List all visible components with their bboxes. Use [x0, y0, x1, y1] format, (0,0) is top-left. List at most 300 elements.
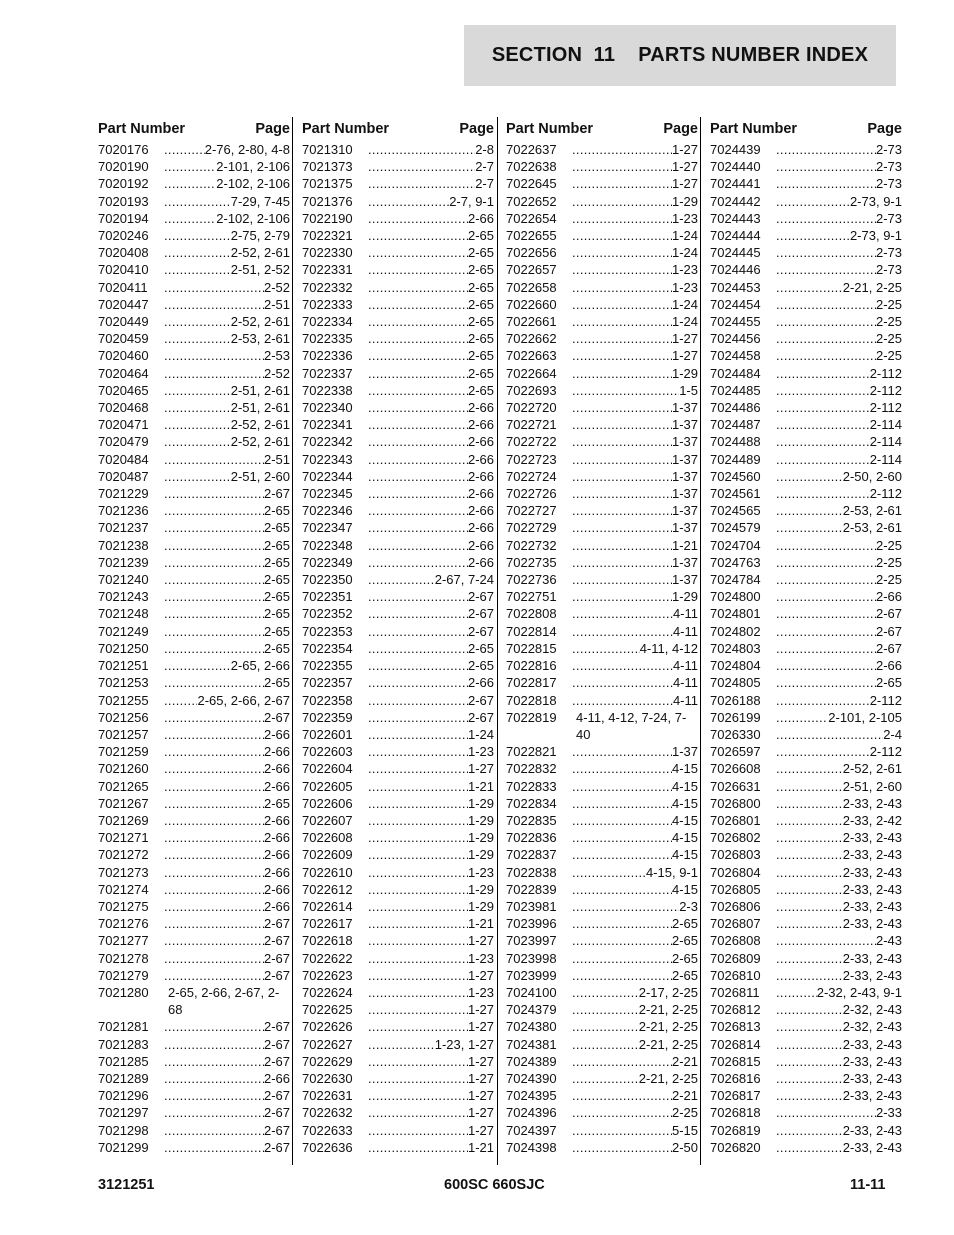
part-number: 7024805	[710, 675, 761, 691]
page-reference: 2-65	[467, 262, 494, 278]
index-row	[302, 1018, 494, 1035]
part-number: 7026815	[710, 1053, 761, 1069]
leader-dots	[776, 330, 876, 347]
index-row	[302, 709, 494, 726]
page-reference: 2-53	[263, 348, 290, 364]
part-number: 7026330	[710, 726, 761, 742]
part-number: 7022631	[302, 1088, 353, 1104]
index-row	[98, 330, 290, 347]
index-row	[506, 829, 698, 846]
leader-dots	[572, 433, 672, 450]
page-reference: 2-67	[467, 589, 494, 605]
page-reference: 2-65	[467, 348, 494, 364]
page-reference-cell	[368, 932, 494, 949]
page-reference-cell	[572, 692, 698, 709]
index-row	[506, 468, 698, 485]
part-number: 7022624	[302, 984, 353, 1000]
leader-dots	[164, 261, 231, 278]
page-reference: 2-66	[263, 864, 290, 880]
part-number: 7021256	[98, 709, 149, 725]
column-header	[710, 117, 902, 141]
index-row	[302, 1070, 494, 1087]
page-reference: 2-65	[263, 554, 290, 570]
page-reference-cell	[776, 812, 902, 829]
page-reference: 2-101, 2-105	[828, 709, 902, 725]
leader-dots	[572, 571, 672, 588]
page-reference-cell	[776, 416, 902, 433]
leader-dots	[164, 726, 264, 743]
index-row	[98, 1139, 290, 1156]
part-number: 7022839	[506, 881, 557, 897]
page-reference-cell	[572, 158, 698, 175]
leader-dots	[368, 623, 468, 640]
page-reference: 2-66	[875, 589, 902, 605]
page-reference: 2-67	[263, 1036, 290, 1052]
index-row	[302, 227, 494, 244]
index-row	[506, 1122, 698, 1139]
leader-dots	[164, 657, 231, 674]
index-row	[98, 485, 290, 502]
leader-dots	[776, 881, 843, 898]
part-number: 7020460	[98, 348, 149, 364]
page-reference-cell	[572, 1122, 698, 1139]
leader-dots	[572, 261, 672, 278]
index-row	[506, 227, 698, 244]
index-row	[302, 674, 494, 691]
part-number: 7024489	[710, 451, 761, 467]
part-number: 7020410	[98, 262, 149, 278]
index-row	[506, 175, 698, 192]
column-divider	[292, 117, 293, 1165]
index-row	[506, 950, 698, 967]
leader-dots	[164, 743, 264, 760]
part-number: 7022663	[506, 348, 557, 364]
page-reference: 2-73	[875, 262, 902, 278]
index-row	[302, 640, 494, 657]
page-reference-cell	[776, 760, 902, 777]
leader-dots	[164, 519, 264, 536]
section-title: SECTION 11 PARTS NUMBER INDEX	[491, 44, 869, 66]
part-number: 7023998	[506, 950, 557, 966]
page-reference: 4-11	[672, 675, 698, 691]
index-row	[302, 760, 494, 777]
part-number: 7021375	[302, 176, 353, 192]
page-reference-cell	[164, 1122, 290, 1139]
leader-dots	[572, 313, 672, 330]
part-number: 7024441	[710, 176, 761, 192]
index-row	[302, 881, 494, 898]
part-number: 7021249	[98, 623, 149, 639]
page-reference: 2-25	[875, 296, 902, 312]
page-reference-cell	[776, 175, 902, 192]
part-number: 7022608	[302, 830, 353, 846]
leader-dots	[572, 296, 672, 313]
index-row	[302, 571, 494, 588]
index-column-1	[98, 117, 290, 1156]
leader-dots	[572, 365, 672, 382]
leader-dots	[164, 1087, 264, 1104]
page-reference: 1-21	[671, 537, 698, 553]
page-reference-cell	[164, 468, 290, 485]
index-row	[506, 537, 698, 554]
page-reference-cell	[572, 984, 698, 1001]
page-reference-cell	[776, 193, 902, 210]
part-number: 7022736	[506, 572, 557, 588]
leader-dots	[572, 605, 673, 622]
part-number: 7020190	[98, 159, 149, 175]
index-row	[506, 709, 698, 743]
leader-dots	[776, 416, 870, 433]
leader-dots	[776, 984, 817, 1001]
index-row	[506, 1053, 698, 1070]
part-number: 7024440	[710, 159, 761, 175]
leader-dots	[572, 347, 672, 364]
part-number: 7022618	[302, 933, 353, 949]
part-number: 7020468	[98, 400, 149, 416]
index-row	[506, 451, 698, 468]
part-number: 7020411	[98, 279, 148, 295]
leader-dots	[572, 537, 672, 554]
page-reference: 2-33, 2-43	[842, 1122, 902, 1138]
part-number: 7020459	[98, 331, 149, 347]
index-row	[710, 846, 902, 863]
page-reference-cell	[572, 261, 698, 278]
leader-dots	[368, 1087, 468, 1104]
page-reference-cell	[368, 210, 494, 227]
index-row	[710, 967, 902, 984]
page-reference-cell	[368, 812, 494, 829]
index-row	[302, 1036, 494, 1053]
page-reference: 2-33, 2-43	[842, 950, 902, 966]
page-reference: 1-23, 1-27	[434, 1036, 494, 1052]
index-row	[710, 950, 902, 967]
leader-dots	[368, 674, 468, 691]
page-reference-cell	[368, 433, 494, 450]
page-reference: 2-67	[263, 1053, 290, 1069]
page-reference: 2-25	[875, 572, 902, 588]
page-reference: 2-66	[467, 537, 494, 553]
index-row	[506, 1139, 698, 1156]
page-reference-cell	[572, 485, 698, 502]
part-number: 7024439	[710, 142, 761, 157]
index-row	[506, 605, 698, 622]
leader-dots	[368, 158, 475, 175]
page-reference-cell	[164, 365, 290, 382]
page-reference: 4-11	[672, 692, 698, 708]
page-reference: 1-27	[671, 159, 698, 175]
leader-dots	[572, 158, 672, 175]
leader-dots	[164, 846, 264, 863]
leader-dots	[368, 485, 468, 502]
part-number: 7026802	[710, 830, 761, 846]
page-reference-cell	[368, 692, 494, 709]
part-number: 7021255	[98, 692, 149, 708]
leader-dots	[776, 967, 843, 984]
leader-dots	[164, 347, 264, 364]
leader-dots	[572, 1104, 672, 1121]
page-reference-cell	[368, 1070, 494, 1087]
leader-dots	[776, 829, 843, 846]
page-reference-cell	[572, 674, 698, 691]
page-reference-cell	[164, 967, 290, 984]
page-reference: 7-29, 7-45	[230, 193, 290, 209]
page-reference-cell	[776, 537, 902, 554]
part-number: 7021239	[98, 554, 149, 570]
leader-dots	[164, 175, 216, 192]
page-reference: 2-21, 2-25	[638, 1070, 698, 1086]
leader-dots	[368, 795, 468, 812]
page-reference-cell	[572, 502, 698, 519]
page-reference: 2-21, 2-25	[638, 1002, 698, 1018]
page-reference: 1-23	[467, 864, 494, 880]
leader-dots	[368, 416, 468, 433]
page-reference-cell	[776, 1122, 902, 1139]
part-number: 7022351	[302, 589, 353, 605]
part-number: 7022623	[302, 967, 353, 983]
page-reference-cell	[572, 864, 698, 881]
index-row	[710, 778, 902, 795]
page-reference-cell	[776, 1070, 902, 1087]
page-reference: 1-23	[671, 262, 698, 278]
page-reference: 2-66	[467, 675, 494, 691]
leader-dots	[572, 760, 672, 777]
leader-dots	[368, 365, 468, 382]
page-reference-cell	[776, 347, 902, 364]
leader-dots	[776, 657, 876, 674]
column-header	[506, 117, 698, 141]
leader-dots	[368, 743, 468, 760]
page-reference: 2-33	[875, 1105, 902, 1121]
page-reference: 2-65	[263, 537, 290, 553]
leader-dots	[164, 210, 216, 227]
page-reference: 1-27	[467, 933, 494, 949]
part-number: 7024800	[710, 589, 761, 605]
part-number: 7022661	[506, 314, 557, 330]
part-number: 7022832	[506, 761, 557, 777]
leader-dots	[164, 193, 231, 210]
index-row	[710, 519, 902, 536]
page-reference: 2-21	[671, 1053, 698, 1069]
page-reference-cell	[776, 898, 902, 915]
page-reference-cell	[368, 537, 494, 554]
part-number: 7021240	[98, 572, 149, 588]
leader-dots	[368, 244, 468, 261]
page-reference-cell	[368, 1122, 494, 1139]
page-reference-cell	[368, 1053, 494, 1070]
index-row	[302, 279, 494, 296]
page-reference-cell	[776, 743, 902, 760]
page-reference: 2-65	[263, 795, 290, 811]
leader-dots	[164, 760, 264, 777]
leader-dots	[164, 795, 264, 812]
page-reference: 2-73	[875, 176, 902, 192]
index-row	[710, 1036, 902, 1053]
index-row	[506, 1087, 698, 1104]
index-row	[710, 451, 902, 468]
part-number: 7022627	[302, 1036, 353, 1052]
page-reference: 2-21, 2-25	[842, 279, 902, 295]
page-reference-cell	[368, 1036, 494, 1053]
leader-dots	[572, 915, 672, 932]
page-reference: 4-11, 4-12	[639, 640, 698, 656]
leader-dots	[776, 519, 843, 536]
index-row	[506, 485, 698, 502]
leader-dots	[776, 261, 876, 278]
leader-dots	[776, 1018, 843, 1035]
page-reference-cell	[776, 657, 902, 674]
page-reference: 2-33, 2-43	[842, 1139, 902, 1155]
leader-dots	[572, 279, 672, 296]
index-row	[302, 365, 494, 382]
page-reference: 2-52, 2-61	[230, 314, 290, 330]
part-number: 7021267	[98, 795, 149, 811]
index-row	[710, 485, 902, 502]
page-reference: 4-11	[672, 658, 698, 674]
leader-dots	[164, 692, 197, 709]
page-reference-cell	[776, 519, 902, 536]
part-number: 7026817	[710, 1088, 761, 1104]
page-reference: 2-33, 2-43	[842, 1088, 902, 1104]
part-number: 7022350	[302, 572, 353, 588]
part-number: 7021297	[98, 1105, 149, 1121]
part-number: 7022341	[302, 417, 353, 433]
page-reference: 2-73	[875, 142, 902, 157]
page-reference-cell	[164, 141, 290, 158]
index-row	[710, 881, 902, 898]
leader-dots	[368, 1070, 468, 1087]
leader-dots	[572, 451, 672, 468]
page-reference: 1-37	[671, 417, 698, 433]
part-number: 7022346	[302, 503, 353, 519]
page-reference-cell	[572, 657, 698, 674]
page-reference-cell	[776, 915, 902, 932]
leader-dots	[368, 864, 468, 881]
part-number: 7022817	[506, 675, 557, 691]
leader-dots	[368, 502, 468, 519]
part-number: 7026811	[710, 984, 760, 1000]
page-reference-cell	[368, 330, 494, 347]
part-number: 7022735	[506, 554, 557, 570]
part-number: 7024379	[506, 1002, 557, 1018]
page-reference-cell	[776, 829, 902, 846]
page-reference: 2-67	[467, 606, 494, 622]
leader-dots	[164, 279, 264, 296]
page-reference: 2-67	[263, 933, 290, 949]
part-number: 7022629	[302, 1053, 353, 1069]
page-reference-cell	[572, 554, 698, 571]
leader-dots	[776, 227, 850, 244]
leader-dots	[572, 1070, 639, 1087]
leader-dots	[164, 416, 231, 433]
index-row	[506, 812, 698, 829]
page-reference: 1-27	[467, 761, 494, 777]
part-number: 7022622	[302, 950, 353, 966]
index-row	[710, 915, 902, 932]
part-number: 7024803	[710, 640, 761, 656]
part-number: 7021248	[98, 606, 149, 622]
page-reference: 1-29	[467, 795, 494, 811]
leader-dots	[776, 554, 876, 571]
page-reference: 4-15	[671, 830, 698, 846]
leader-dots	[776, 1070, 843, 1087]
leader-dots	[572, 950, 672, 967]
index-row	[506, 967, 698, 984]
index-row	[98, 915, 290, 932]
leader-dots	[164, 640, 264, 657]
page-reference: 4-15	[671, 795, 698, 811]
index-row	[710, 330, 902, 347]
part-number: 7022359	[302, 709, 353, 725]
index-row	[302, 932, 494, 949]
leader-dots	[776, 795, 843, 812]
page-reference-cell	[572, 1018, 698, 1035]
index-row	[710, 898, 902, 915]
page-reference: 2-73	[875, 159, 902, 175]
leader-dots	[572, 1087, 672, 1104]
page-reference: 2-33, 2-42	[842, 812, 902, 828]
index-row	[710, 279, 902, 296]
index-row	[302, 210, 494, 227]
page-reference: 2-51, 2-61	[230, 382, 290, 398]
part-number: 7021271	[98, 830, 149, 846]
leader-dots	[164, 296, 264, 313]
part-number-heading: Part Number	[710, 121, 798, 137]
page-reference: 2-114	[869, 451, 902, 467]
part-number: 7024397	[506, 1122, 557, 1138]
page-reference-cell	[776, 605, 902, 622]
column-header	[98, 117, 290, 141]
page-reference-cell	[776, 330, 902, 347]
page-reference: 2-73, 9-1	[849, 193, 902, 209]
part-number: 7021273	[98, 864, 149, 880]
part-number: 7020449	[98, 314, 149, 330]
index-row	[302, 1122, 494, 1139]
index-row	[98, 261, 290, 278]
page-reference-cell	[368, 1018, 494, 1035]
index-row	[506, 915, 698, 932]
index-column-2	[302, 117, 494, 1156]
part-number: 7022633	[302, 1122, 353, 1138]
page-reference-cell	[368, 743, 494, 760]
index-row	[302, 588, 494, 605]
part-number: 7024488	[710, 434, 761, 450]
part-number-heading: Part Number	[302, 121, 390, 137]
leader-dots	[776, 1122, 843, 1139]
part-number: 7022833	[506, 778, 557, 794]
leader-dots	[164, 382, 231, 399]
part-number: 7020464	[98, 365, 149, 381]
page-reference: 1-37	[671, 503, 698, 519]
page-reference-cell	[572, 210, 698, 227]
leader-dots	[572, 227, 672, 244]
index-row	[98, 950, 290, 967]
page-reference: 2-7, 9-1	[449, 193, 494, 209]
leader-dots	[164, 623, 264, 640]
leader-dots	[164, 709, 264, 726]
part-number: 7021279	[98, 967, 149, 983]
index-row	[98, 623, 290, 640]
leader-dots	[164, 330, 231, 347]
page-reference: 1-37	[671, 744, 698, 760]
leader-dots	[776, 485, 870, 502]
page-reference: 1-29	[467, 812, 494, 828]
index-row	[302, 141, 494, 158]
part-number: 7024395	[506, 1088, 557, 1104]
part-number: 7022601	[302, 726, 353, 742]
page-reference: 2-66	[467, 417, 494, 433]
part-number: 7022331	[302, 262, 353, 278]
page-reference: 2-32, 2-43	[842, 1019, 902, 1035]
